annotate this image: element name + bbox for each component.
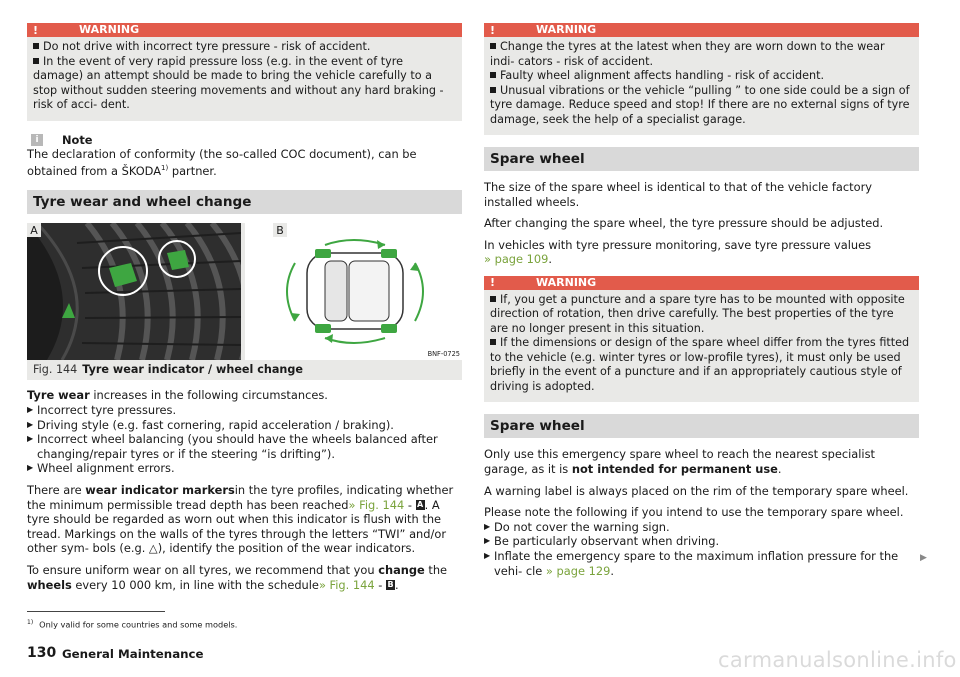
wheel-change-image (245, 223, 462, 360)
figure-ref-b-box: B (387, 580, 394, 590)
watermark: carmanualsonline.info (718, 648, 957, 672)
bullet-square-icon (490, 87, 496, 93)
arrow-right-icon: ▶ (27, 419, 34, 429)
wheel-rotation-paragraph: To ensure uniform wear on all tyres, we recommend that you change the wheels every 10 000 km, in line with the schedule» Fig. 144 - B. (27, 563, 448, 592)
footnote-ref[interactable]: 1) (161, 164, 169, 173)
fig-144-link[interactable]: » Fig. 144 (318, 577, 375, 592)
warning-bullet: Do not drive with incorrect tyre pressure - risk of accident. (33, 40, 454, 55)
left-column (27, 23, 462, 592)
warning-bullet: Faulty wheel alignment affects handling - risk of accident. (490, 69, 911, 84)
car-top-view-illustration (245, 223, 462, 360)
warning-header (484, 23, 919, 37)
arrow-right-icon: ▶ (27, 434, 34, 444)
warning-title: WARNING (501, 23, 919, 37)
page-number: 130 (27, 645, 57, 661)
section-heading-spare-wheel: Spare wheel (484, 147, 919, 171)
list-item: ▶ Be particularly observant when driving. (484, 534, 720, 549)
list-item: ▶ Driving style (e.g. fast cornering, rapid acceleration / braking). (27, 417, 394, 432)
emergency-spare-paragraph: Only use this emergency spare wheel to reach the nearest specialist garage, as it is not intended for permanent use. (484, 447, 875, 477)
page-129-link[interactable]: » page 129 (545, 563, 611, 578)
figure-caption (27, 360, 462, 380)
arrow-right-icon: ▶ (484, 521, 491, 531)
warning-bullet: Change the tyres at the latest when they are worn down to the wear indi- cators - risk of accident. (490, 40, 885, 68)
continue-arrow-icon: ▶ (920, 553, 927, 563)
warning-box-spare-tyre (484, 276, 919, 403)
figure-number: Fig. 144 (33, 363, 78, 377)
warning-bullet: If the dimensions or design of the spare wheel differ from the tyres fitted to the vehicle (e.g. winter tyres or low-profile tyres), it must only be used briefly in the event of a puncture and if an appropriately cautious style of driving is adopted. (490, 336, 910, 393)
spare-pressure-paragraph: After changing the spare wheel, the tyre pressure should be adjusted. (484, 216, 884, 231)
fig-144-link[interactable]: » Fig. 144 (348, 497, 405, 512)
warning-bullet: In the event of very rapid pressure loss (e.g. in the event of tyre damage) an attempt should be made to bring the vehicle carefully to a stop without sudden steering movements and without any hard braking - risk of acci- dent. (33, 54, 444, 111)
list-item: ▶ Incorrect wheel balancing (you should have the wheels balanced after changing/repair tyres or if the steering “is drifting”). (27, 432, 438, 461)
note-title: Note (62, 132, 93, 147)
spare-size-paragraph: The size of the spare wheel is identical to that of the vehicle factory installed wheels. (484, 180, 872, 209)
warning-header (484, 276, 919, 290)
warning-label-paragraph: A warning label is always placed on the rim of the temporary spare wheel. (484, 483, 909, 498)
warning-box-tyre-pressure (27, 23, 462, 121)
tyre-tread-illustration (27, 223, 241, 360)
list-item: ▶ Do not cover the warning sign. (484, 519, 670, 534)
tyre-monitoring-paragraph: In vehicles with tyre pressure monitoring, save tyre pressure values » page 109. (484, 237, 872, 267)
note-info-icon: i (31, 134, 43, 146)
footnote: $^{1)}$ Only valid for some countries and some models. (27, 619, 238, 630)
bullet-square-icon (490, 296, 496, 302)
bullet-square-icon (490, 339, 496, 345)
note-text: The declaration of conformity (the so-called COC document), can be obtained from a ŠKODA$^{1)}$ partner. (27, 146, 417, 178)
bullet-square-icon (490, 72, 496, 78)
warning-title: WARNING (44, 23, 462, 37)
warning-bullet: If, you get a puncture and a spare tyre has to be mounted with opposite direction of rotation, then drive carefully. The best properties of the tyre are no longer present in this situation. (490, 292, 905, 335)
figure-144 (27, 223, 462, 380)
wear-indicator-paragraph: There are wear indicator markersin the tyre profiles, indicating whether the minimum permissible tread depth has been reached» Fig. 144 - A. A tyre should be regarded as worn out when this indicator is flush with the tread. Markings on the walls of the tyres through the letters “TWI” and/or other sym- bols (e.g. △), identify the position of the wear indicators. (27, 483, 454, 556)
tyre-wear-intro: Tyre wear increases in the following circumstances. (27, 388, 328, 403)
warning-title: WARNING (501, 276, 919, 290)
section-heading-tyre-wear: Tyre wear and wheel change (27, 190, 462, 214)
arrow-right-icon: ▶ (27, 463, 34, 473)
footnote-divider (27, 611, 165, 612)
figure-title: Tyre wear indicator / wheel change (82, 363, 303, 377)
right-column (484, 23, 919, 578)
bullet-square-icon (490, 43, 496, 49)
figure-label-a: A (27, 223, 41, 237)
arrow-right-icon: ▶ (484, 551, 491, 561)
arrow-right-icon: ▶ (484, 536, 491, 546)
list-item: ▶ Incorrect tyre pressures. (27, 403, 177, 418)
page-section-title: General Maintenance (62, 647, 204, 661)
arrow-right-icon: ▶ (27, 405, 34, 415)
figure-code: BNF-0725 (427, 350, 460, 359)
warning-bullet: Unusual vibrations or the vehicle “pulling ” to one side could be a sign of tyre damage. Reduce speed and stop! If there are no external signs of tyre damage, seek the help of a specialist garage. (490, 83, 910, 126)
warning-exclamation-icon: ! (484, 276, 501, 290)
warning-exclamation-icon: ! (484, 23, 501, 37)
figure-label-b: B (273, 223, 287, 237)
list-item: ▶ Wheel alignment errors. (27, 461, 175, 476)
warning-box-tyre-wear (484, 23, 919, 135)
note-header (27, 133, 462, 147)
warning-header (27, 23, 462, 37)
bullet-square-icon (33, 58, 39, 64)
tyre-wear-indicator-image (27, 223, 241, 360)
figure-ref-a-box: A (416, 500, 424, 510)
list-item: ▶ Inflate the emergency spare to the maximum inflation pressure for the vehi- cle » page 129. (484, 549, 899, 578)
page-109-link[interactable]: » page 109 (484, 252, 549, 267)
warning-exclamation-icon: ! (27, 23, 44, 37)
section-heading-spare-wheel-temporary: Spare wheel (484, 414, 919, 438)
please-note-paragraph: Please note the following if you intend to use the temporary spare wheel. (484, 505, 904, 520)
bullet-square-icon (33, 43, 39, 49)
